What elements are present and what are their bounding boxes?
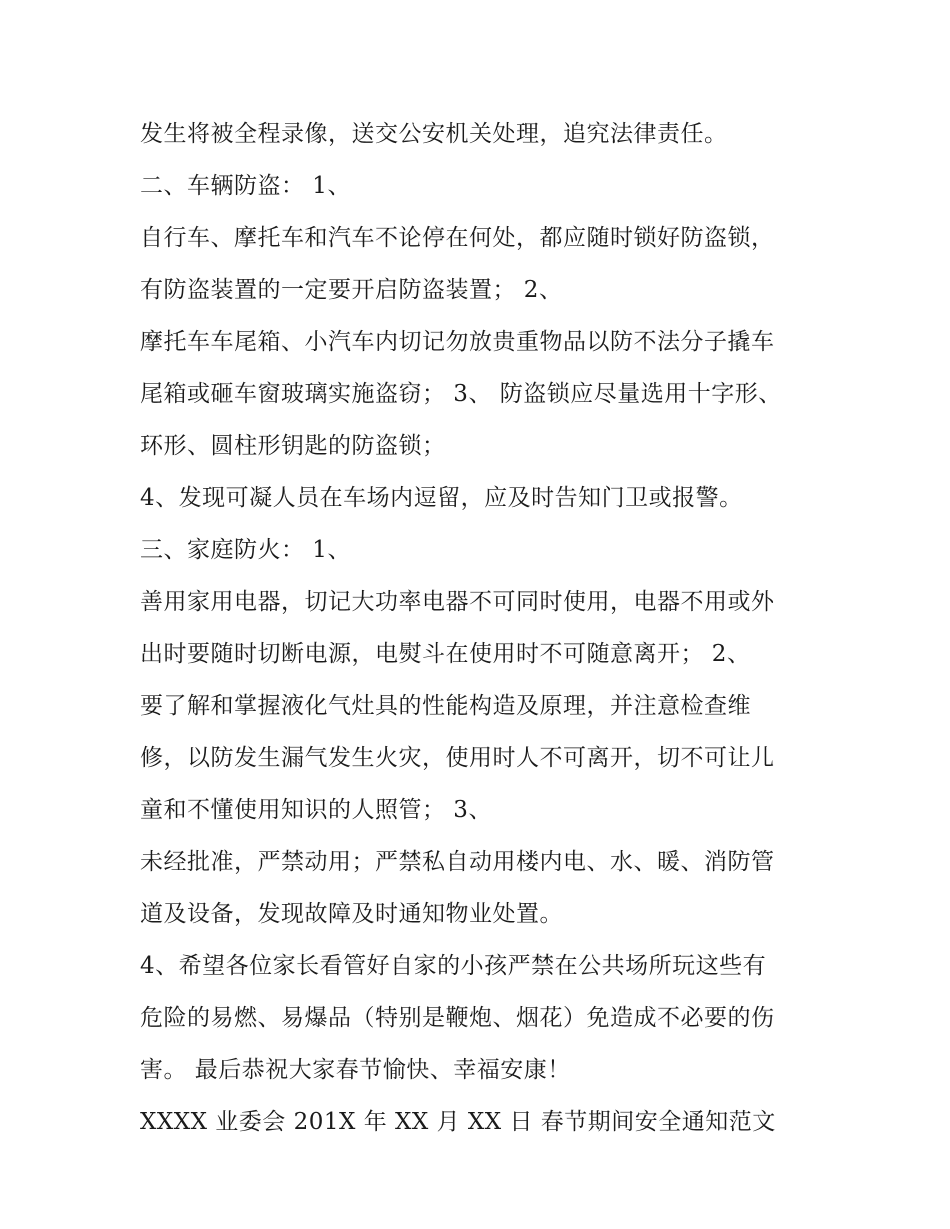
text-line: 有防盗装置的一定要开启防盗装置； 2、 xyxy=(140,277,563,303)
text-line: 出时要随时切断电源，电熨斗在使用时不可随意离开； 2、 xyxy=(140,641,751,667)
text-line: 环形、圆柱形钥匙的防盗锁； xyxy=(140,433,446,459)
section-heading-vehicle-theft: 二、车辆防盗： 1、 xyxy=(140,173,351,199)
text-line: 自行车、摩托车和汽车不论停在何处，都应随时锁好防盗锁， xyxy=(140,225,775,251)
signature-line: XXXX 业委会 201X 年 XX 月 XX 日 春节期间安全通知范文 xyxy=(140,1109,776,1135)
text-line: 要了解和掌握液化气灶具的性能构造及原理，并注意检查维 xyxy=(140,693,751,719)
text-line: 尾箱或砸车窗玻璃实施盗窃； 3、 防盗锁应尽量选用十字形、 xyxy=(140,381,782,407)
text-line: 摩托车车尾箱、小汽车内切记勿放贵重物品以防不法分子撬车 xyxy=(140,329,775,355)
text-line: 童和不懂使用知识的人照管； 3、 xyxy=(140,797,492,823)
text-line: 道及设备，发现故障及时通知物业处置。 xyxy=(140,901,563,927)
text-line: 修，以防发生漏气发生火灾，使用时人不可离开，切不可让儿 xyxy=(140,745,775,771)
closing-line: 害。 最后恭祝大家春节愉快、幸福安康！ xyxy=(140,1057,571,1083)
text-line: 危险的易燃、易爆品（特别是鞭炮、烟花）免造成不必要的伤 xyxy=(140,1005,775,1031)
section-heading-home-fire: 三、家庭防火： 1、 xyxy=(140,537,351,563)
document-body xyxy=(140,108,830,1148)
text-line: 发生将被全程录像，送交公安机关处理，追究法律责任。 xyxy=(140,121,728,147)
text-line: 善用家用电器，切记大功率电器不可同时使用，电器不用或外 xyxy=(140,589,775,615)
text-line: 4、希望各位家长看管好自家的小孩严禁在公共场所玩这些有 xyxy=(140,953,767,979)
text-line: 未经批准，严禁动用；严禁私自动用楼内电、水、暖、消防管 xyxy=(140,849,775,875)
text-line: 4、发现可凝人员在车场内逗留，应及时告知门卫或报警。 xyxy=(140,485,743,511)
